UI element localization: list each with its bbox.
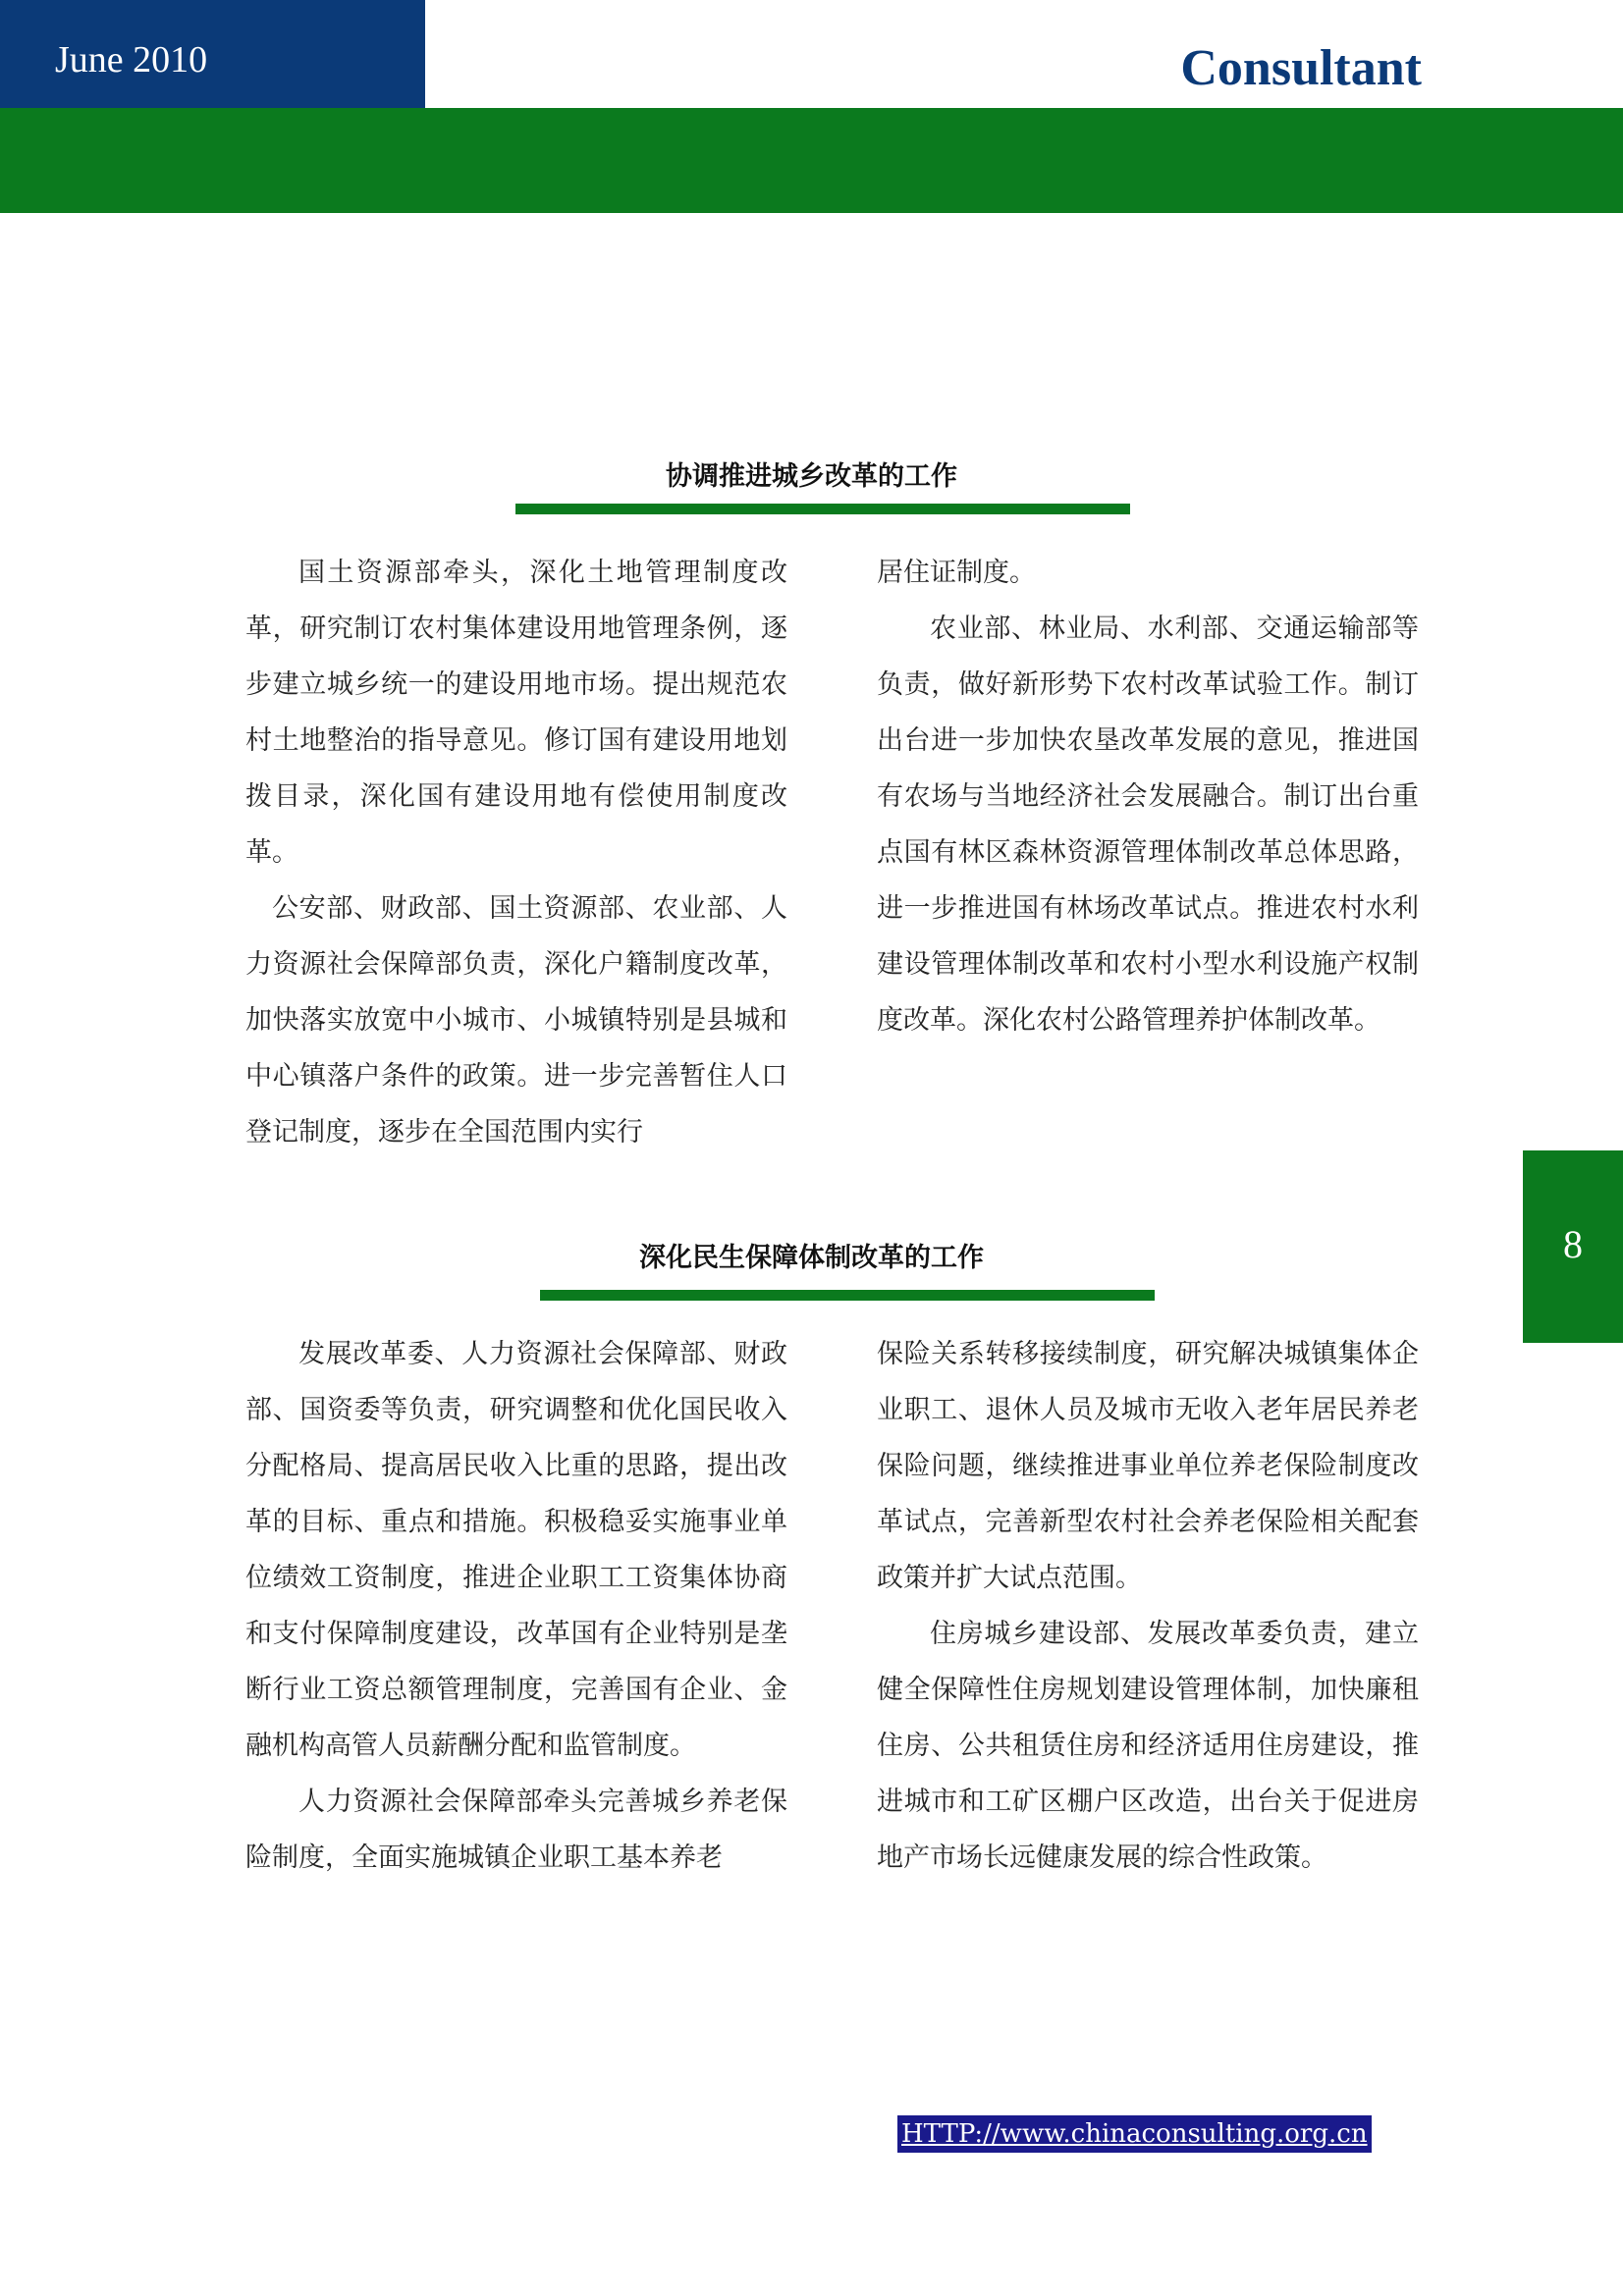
header-brand: Consultant — [1180, 40, 1422, 96]
section1-right-paragraph-1: 居住证制度。 — [877, 558, 1036, 588]
header-date: June 2010 — [0, 0, 425, 108]
section1-left-paragraph-1: 国土资源部牵头，深化土地管理制度改革，研究制订农村集体建设用地管理条例，逐步建立城乡统一的建设用地市场。提出规范农村土地整治的指导意见。修订国有建设用地划拨目录，深化国有建设用地有偿使用制度改革。 — [245, 558, 787, 868]
section2-rule — [540, 1290, 1155, 1301]
section1-rule — [515, 504, 1130, 514]
section2-right-column — [877, 1326, 1419, 1886]
section2-right-paragraph-2: 住房城乡建设部、发展改革委负责，建立健全保障性住房规划建设管理体制，加快廉租住房、公共租赁住房和经济适用住房建设，推进城市和工矿区棚户区改造，出台关于促进房地产市场长远健康发展的综合性政策。 — [877, 1619, 1419, 1873]
section2-left-paragraph-1: 发展改革委、人力资源社会保障部、财政部、国资委等负责，研究调整和优化国民收入分配格局、提高居民收入比重的思路，提出改革的目标、重点和措施。积极稳妥实施事业单位绩效工资制度，推进企业职工工资集体协商和支付保障制度建设，改革国有企业特别是垄断行业工资总额管理制度，完善国有企业、金融机构高管人员薪酬分配和监管制度。 — [245, 1339, 787, 1761]
section2-title: 深化民生保障体制改革的工作 — [639, 1243, 984, 1273]
section2-left-paragraph-2: 人力资源社会保障部牵头完善城乡养老保险制度，全面实施城镇企业职工基本养老 — [245, 1787, 787, 1873]
header-green-band — [0, 108, 1623, 213]
section2-left-column — [245, 1326, 787, 1886]
footer-url-link[interactable]: HTTP://www.chinaconsulting.org.cn — [897, 2115, 1372, 2153]
section1-left-paragraph-2: 公安部、财政部、国土资源部、农业部、人力资源社会保障部负责，深化户籍制度改革，加快落实放宽中小城市、小城镇特别是县城和中心镇落户条件的政策。进一步完善暂住人口登记制度，逐步在全国范围内实行 — [245, 893, 787, 1148]
section1-left-column — [245, 545, 787, 1160]
section1-title: 协调推进城乡改革的工作 — [666, 461, 957, 492]
page-number-tab: 8 — [1523, 1150, 1623, 1343]
section2-right-paragraph-1: 保险关系转移接续制度，研究解决城镇集体企业职工、退休人员及城市无收入老年居民养老保险问题，继续推进事业单位养老保险制度改革试点，完善新型农村社会养老保险相关配套政策并扩大试点范围。 — [877, 1339, 1419, 1593]
section1-right-paragraph-2: 农业部、林业局、水利部、交通运输部等负责，做好新形势下农村改革试验工作。制订出台进一步加快农垦改革发展的意见，推进国有农场与当地经济社会发展融合。制订出台重点国有林区森林资源管理体制改革总体思路，进一步推进国有林场改革试点。推进农村水利建设管理体制改革和农村小型水利设施产权制度改革。深化农村公路管理养护体制改革。 — [877, 614, 1419, 1036]
section1-right-column — [877, 545, 1419, 1048]
